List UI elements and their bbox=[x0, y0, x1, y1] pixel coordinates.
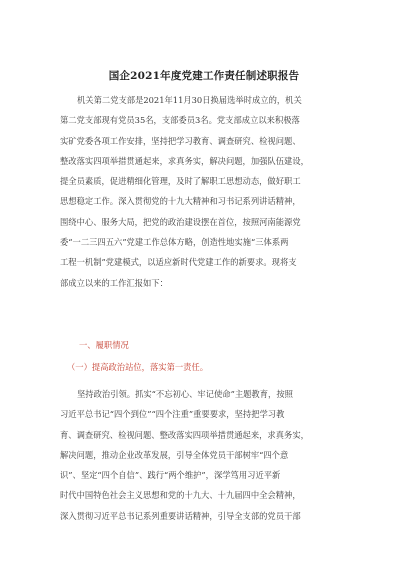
intro-line: 实矿党委各项工作安排，坚持把学习教育、调查研究、检视问题、 bbox=[60, 135, 301, 146]
subsection-heading: （一）提高政治站位，落实第一责任。 bbox=[67, 362, 209, 372]
body-paragraph bbox=[60, 384, 356, 526]
intro-line: 第二党支部现有党员35名，支部委员3名。党支部成立以来积极落 bbox=[60, 115, 300, 126]
body-line: 识”、坚定“四个自信”、践行“两个维护”，深学笃用习近平新 bbox=[60, 470, 281, 481]
intro-line: 部成立以来的工作汇报如下： bbox=[60, 277, 168, 288]
intro-line: 机关第二党支部是2021年11月30日换届选举时成立的，机关 bbox=[77, 95, 302, 105]
body-line: 解决问题，推动企业改革发展，引导全体党员干部树牢“四个意 bbox=[60, 449, 289, 460]
section-heading: 一、履职情况 bbox=[79, 340, 129, 350]
document-title: 国企2021年度党建工作责任制述职报告 bbox=[108, 70, 300, 82]
intro-line: 围绕中心、服务大局，把党的政治建设摆在首位，按照河南能源党 bbox=[60, 216, 301, 227]
body-line: 育、调查研究、检视问题、整改落实四项举措贯通起来，求真务实， bbox=[60, 429, 309, 440]
intro-line: 思想稳定工作。深入贯彻党的十九大精神和习书记系列讲话精神， bbox=[60, 196, 301, 207]
intro-line: 整改落实四项举措贯通起来，求真务实，解决问题，加强队伍建设， bbox=[60, 155, 309, 166]
intro-line: 提全员素质，促进精细化管理，及时了解职工思想动态，做好职工 bbox=[60, 176, 301, 187]
intro-line: 委“一二三四五六”党建工作总体方略，创造性地实施“三体系两 bbox=[60, 237, 289, 248]
intro-line: 工程一机制”党建模式，以适应新时代党建工作的新要求。现将支 bbox=[60, 257, 297, 268]
intro-paragraph bbox=[60, 90, 356, 293]
body-line: 习近平总书记“四个到位”“四个注重”重要要求，坚持把学习教 bbox=[60, 409, 285, 420]
body-line: 时代中国特色社会主义思想和党的十九大、十九届四中全会精神， bbox=[60, 490, 301, 501]
body-line: 坚持政治引领。抓实“不忘初心、牢记使命”主题教育，按照 bbox=[77, 389, 293, 399]
body-line: 深入贯彻习近平总书记系列重要讲话精神，引导全支部的党员干部 bbox=[60, 510, 301, 521]
